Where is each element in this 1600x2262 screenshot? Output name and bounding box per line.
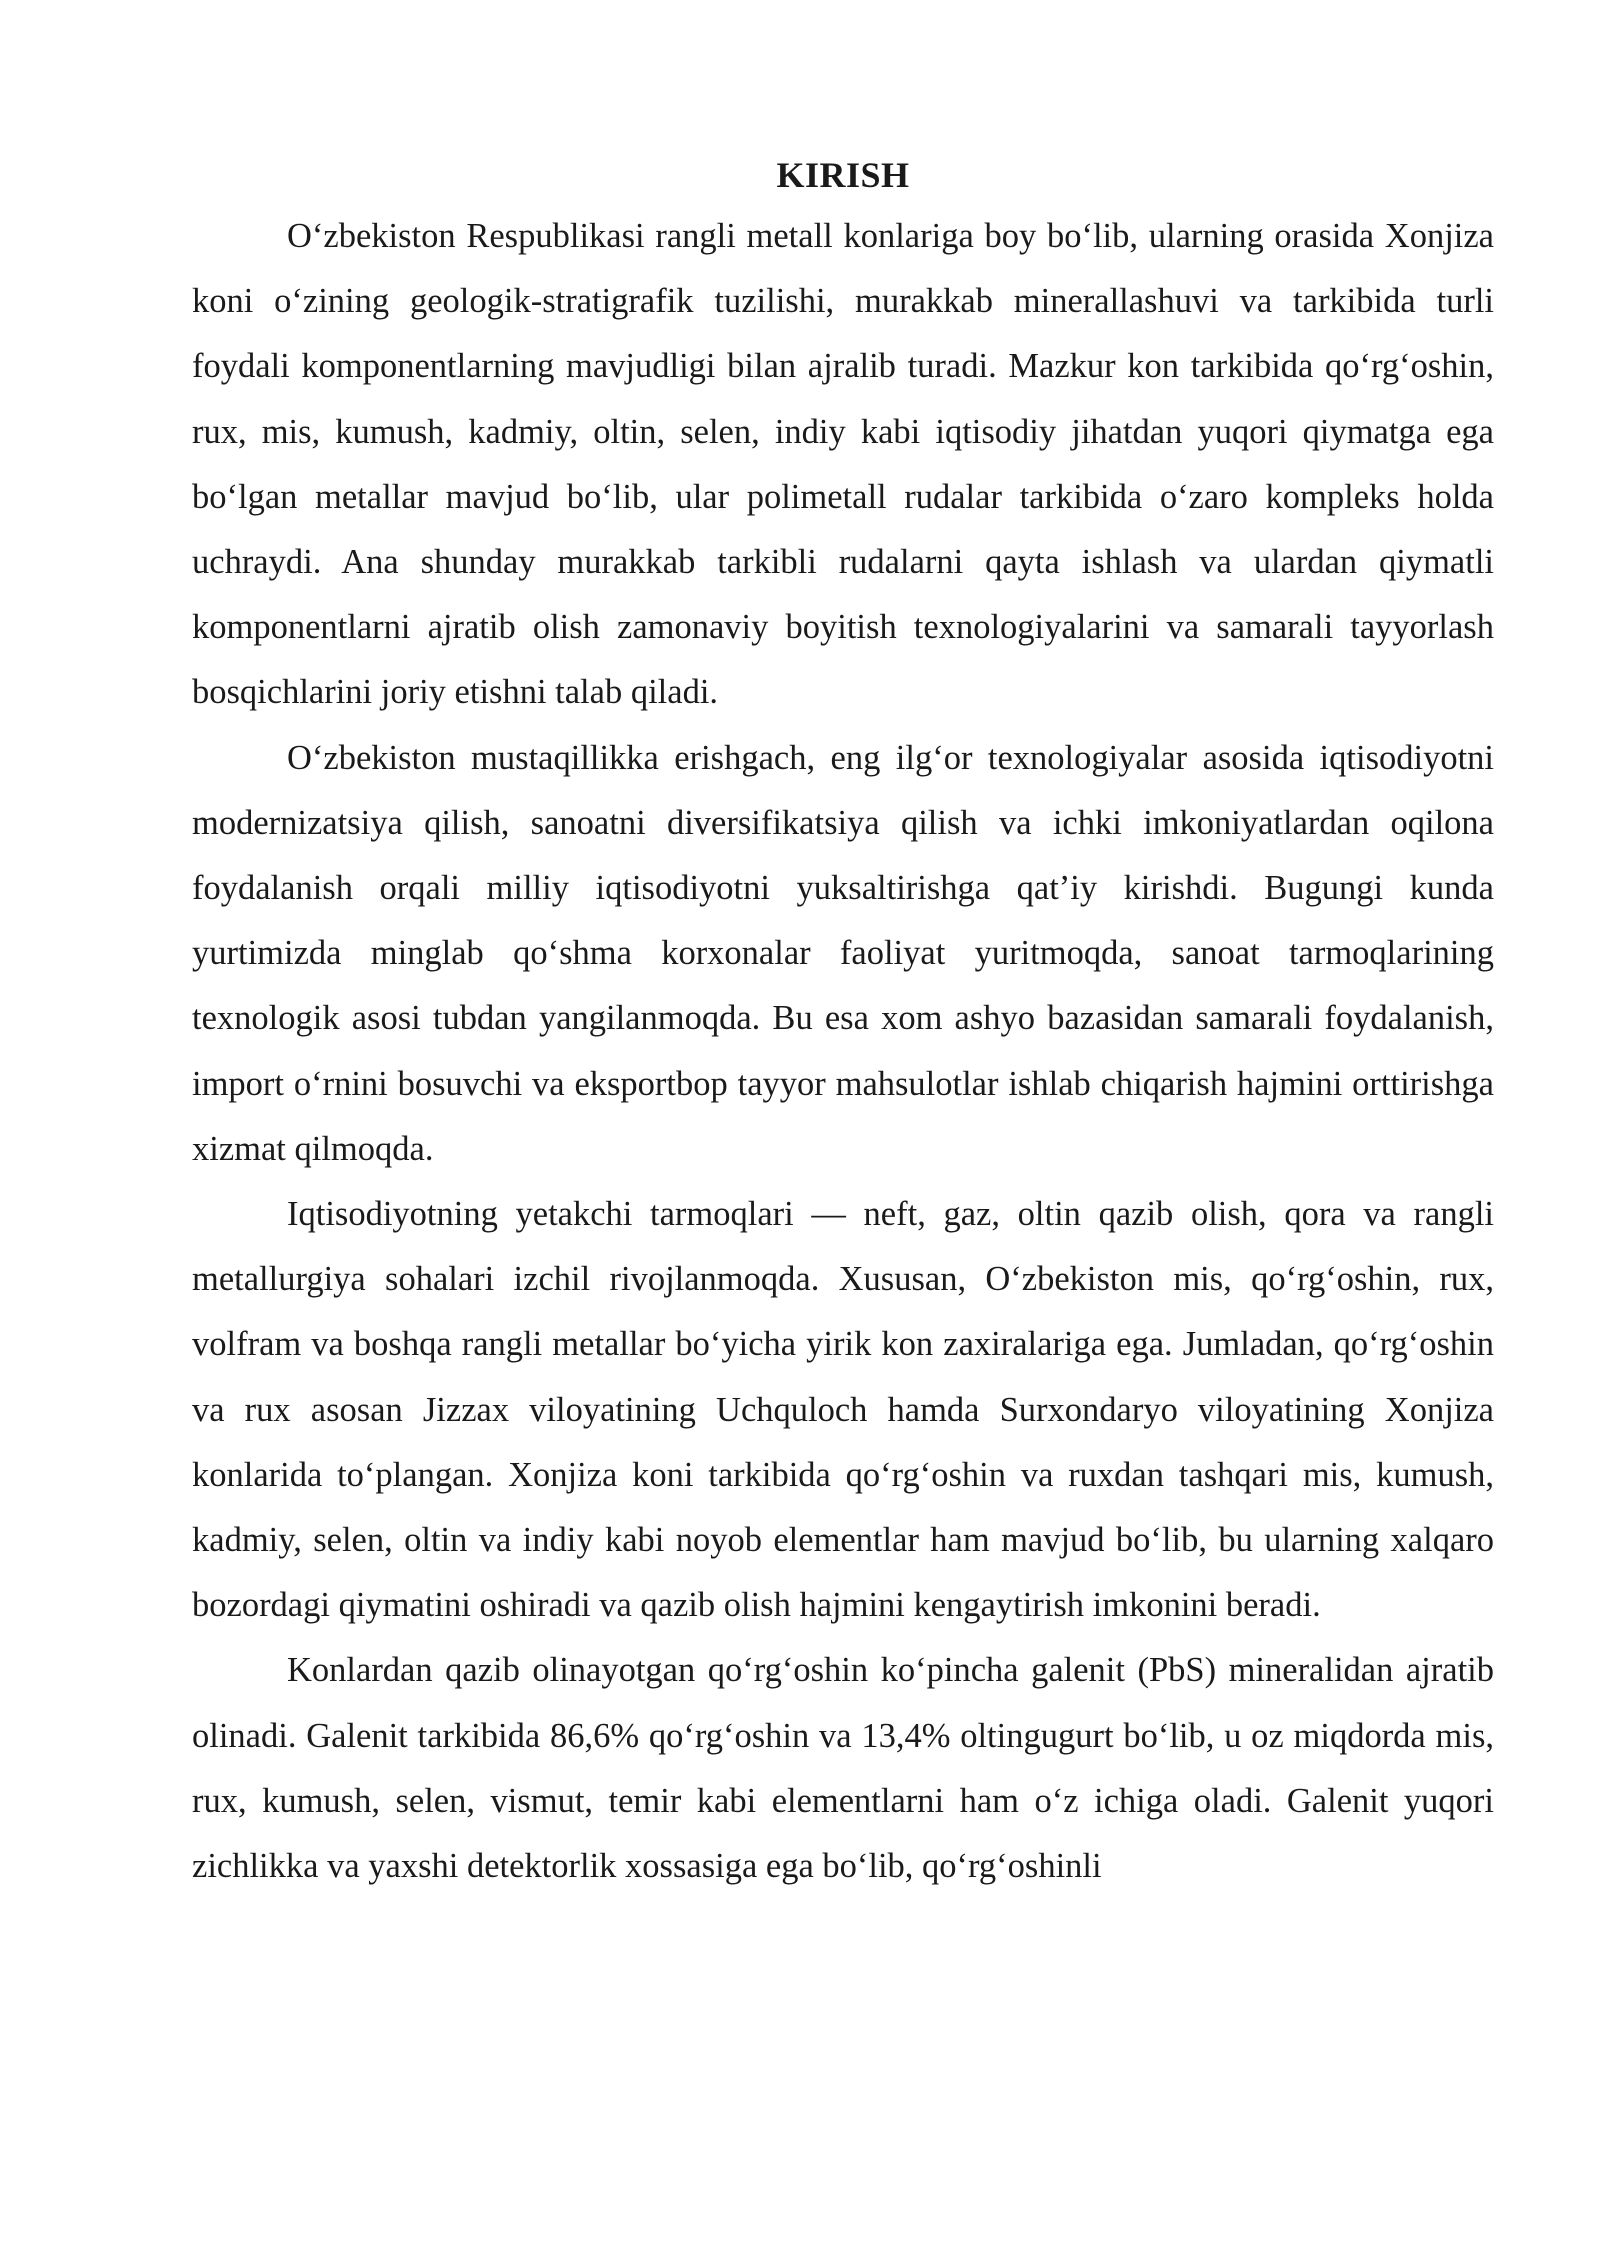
- paragraph-4: Konlardan qazib olinayotgan qo‘rg‘oshin ko‘pincha galenit (PbS) mineralidan ajratib olinadi. Galenit tarkibida 86,6% qo‘rg‘oshin va 13,4% oltingugurt bo‘lib, u oz miqdorda mis, rux, kumush, selen, vismut, temir kabi elementlarni ham o‘z ichiga oladi. Galenit yuqori zichlikka va yaxshi detektorlik xossasiga ega bo‘lib, qo‘rg‘oshinli: [192, 1651, 1494, 1886]
- paragraph-2: O‘zbekiston mustaqillikka erishgach, eng ilg‘or texnologiyalar asosida iqtisodiyotni modernizatsiya qilish, sanoatni diversifikatsiya qilish va ichki imkoniyatlardan oqilona foydalanish orqali milliy iqtisodiyotni yuksaltirishga qat’iy kirishdi. Bugungi kunda yurtimizda minglab qo‘shma korxonalar faoliyat yuritmoqda, sanoat tarmoqlarining texnologik asosi tubdan yangilanmoqda. Bu esa xom ashyo bazasidan samarali foydalanish, import o‘rnini bosuvchi va eksportbop tayyor mahsulotlar ishlab chiqarish hajmini orttirishga xizmat qilmoqda.: [192, 738, 1494, 1168]
- paragraph-1: O‘zbekiston Respublikasi rangli metall konlariga boy bo‘lib, ularning orasida Xonjiza koni o‘zining geologik-stratigrafik tuzilishi, murakkab minerallashuvi va tarkibida turli foydali komponentlarning mavjudligi bilan ajralib turadi. Mazkur kon tarkibida qo‘rg‘oshin, rux, mis, kumush, kadmiy, oltin, selen, indiy kabi iqtisodiy jihatdan yuqori qiymatga ega bo‘lgan metallar mavjud bo‘lib, ular polimetall rudalar tarkibida o‘zaro kompleks holda uchraydi. Ana shunday murakkab tarkibli rudalarni qayta ishlash va ulardan qiymatli komponentlarni ajratib olish zamonaviy boyitish texnologiyalarini va samarali tayyorlash bosqichlarini joriy etishni talab qiladi.: [192, 217, 1494, 712]
- section-heading: KIRISH: [776, 155, 910, 195]
- paragraph-3: Iqtisodiyotning yetakchi tarmoqlari — neft, gaz, oltin qazib olish, qora va rangli metallurgiya sohalari izchil rivojlanmoqda. Xususan, O‘zbekiston mis, qo‘rg‘oshin, rux, volfram va boshqa rangli metallar bo‘yicha yirik kon zaxiralariga ega. Jumladan, qo‘rg‘oshin va rux asosan Jizzax viloyatining Uchquloch hamda Surxondaryo viloyatining Xonjiza konlarida to‘plangan. Xonjiza koni tarkibida qo‘rg‘oshin va ruxdan tashqari mis, kumush, kadmiy, selen, oltin va indiy kabi noyob elementlar ham mavjud bo‘lib, bu ularning xalqaro bozordagi qiymatini oshiradi va qazib olish hajmini kengaytirish imkonini beradi.: [192, 1195, 1494, 1625]
- document-body: [192, 150, 1494, 1899]
